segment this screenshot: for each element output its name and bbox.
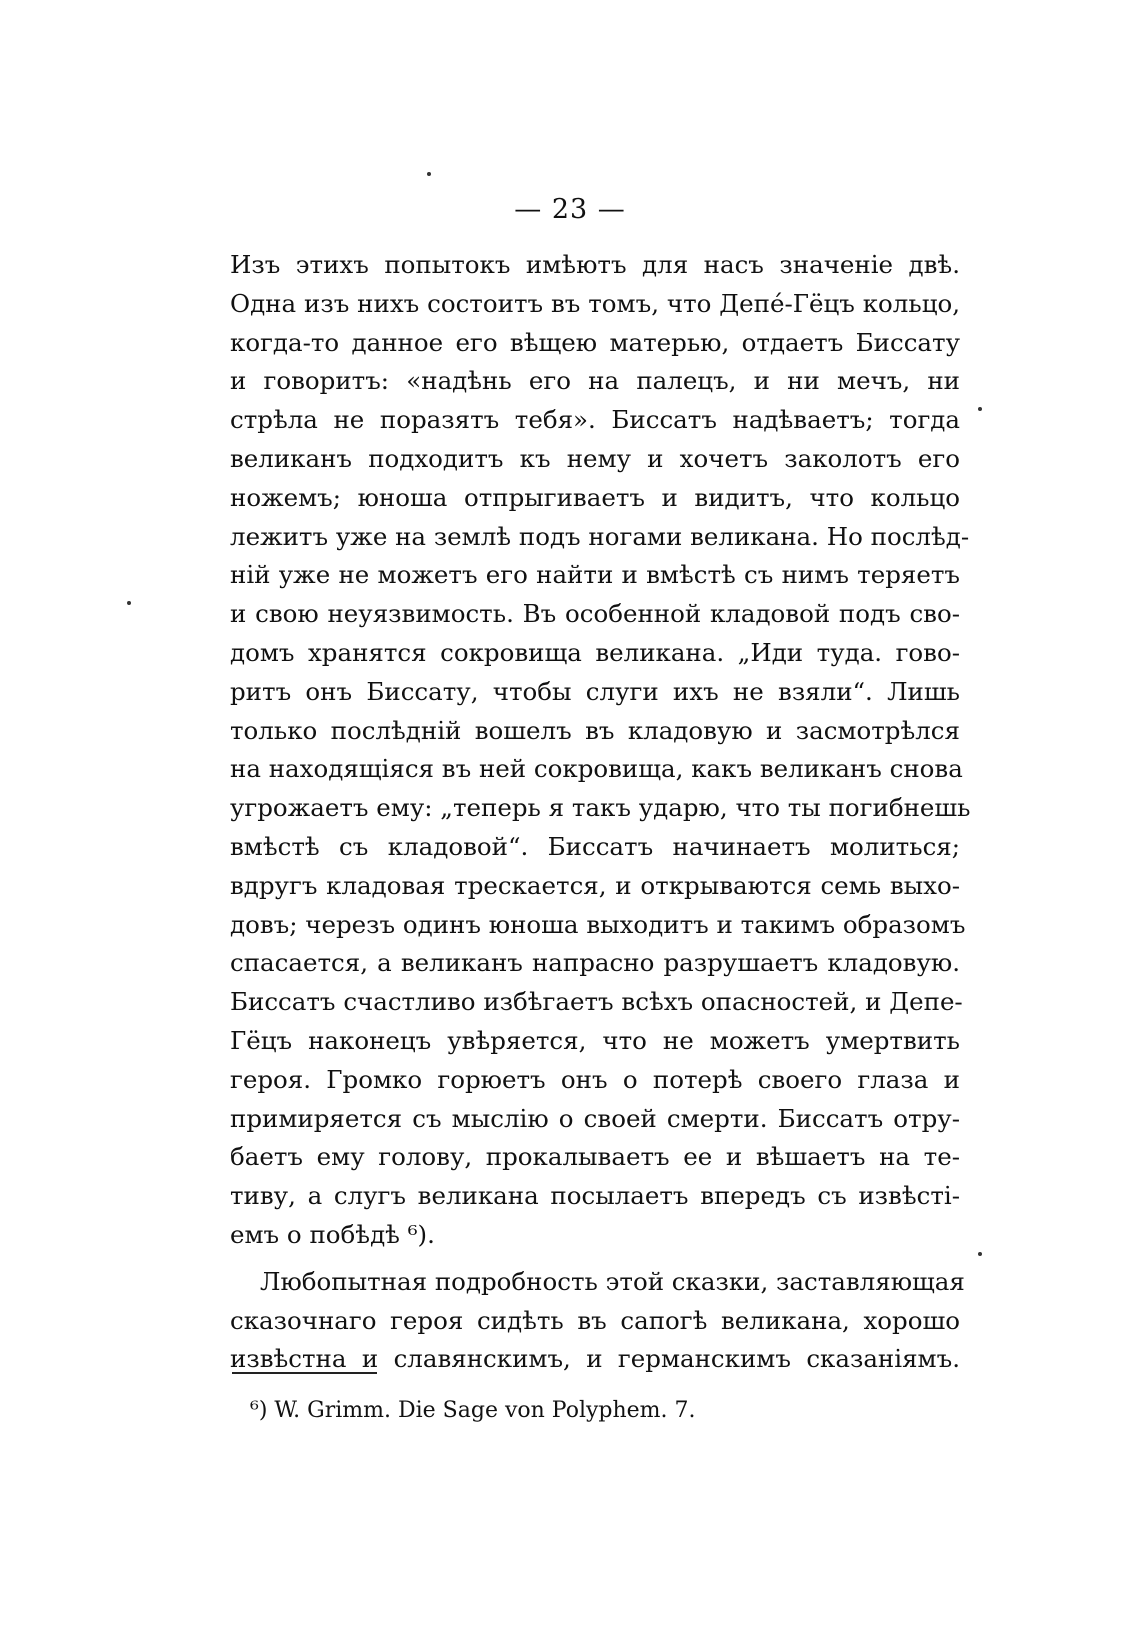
text-line: Любопытная подробность этой сказки, заставляющая: [260, 1266, 965, 1296]
text-line: ній уже не можетъ его найти и вмѣстѣ съ нимъ теряетъ: [230, 560, 960, 590]
page-number: — 23 —: [514, 194, 626, 225]
text-line: вмѣстѣ съ кладовой“. Биссатъ начинаетъ молиться;: [230, 831, 960, 861]
text-line: героя. Громко горюетъ онъ о потерѣ своего глаза и: [230, 1064, 960, 1094]
body-text: [230, 246, 971, 1379]
text-line: стрѣла не поразятъ тебя». Биссатъ надѣваетъ; тогда: [230, 405, 960, 435]
text-line: спасается, а великанъ напрасно разрушаетъ кладовую.: [230, 948, 960, 978]
text-line: баетъ ему голову, прокалываетъ ее и вѣшаетъ на те-: [230, 1142, 960, 1172]
text-line: Одна изъ нихъ состоитъ въ томъ, что Депé-Гёцъ кольцо,: [230, 288, 960, 318]
scan-speck: [127, 601, 131, 605]
text-line: примиряется съ мыслію о своей смерти. Биссатъ отру-: [230, 1103, 960, 1133]
footnote: ⁶) W. Grimm. Die Sage von Polyphem. 7.: [250, 1398, 696, 1423]
text-line: великанъ подходитъ къ нему и хочетъ заколотъ его: [230, 443, 960, 473]
text-line: сказочнаго героя сидѣть въ сапогѣ великана, хорошо: [230, 1305, 960, 1335]
text-line: и свою неуязвимость. Въ особенной кладовой подъ сво-: [230, 599, 960, 629]
footnote-divider: [232, 1372, 377, 1374]
text-line: довъ; черезъ одинъ юноша выходитъ и такимъ образомъ: [230, 909, 966, 939]
text-line: домъ хранятся сокровища великана. „Иди туда. гово-: [230, 637, 960, 667]
text-line: вдругъ кладовая трескается, и открываются семь выхо-: [230, 870, 960, 900]
text-line: и говоритъ: «надѣнь его на палецъ, и ни мечъ, ни: [230, 366, 960, 396]
text-line: угрожаетъ ему: „теперь я такъ ударю, что ты погибнешь: [230, 793, 971, 823]
text-line: Гёцъ наконецъ увѣряется, что не можетъ умертвить: [230, 1025, 960, 1055]
text-line: извѣстна и славянскимъ, и германскимъ сказаніямъ.: [230, 1344, 960, 1374]
text-line: на находящіяся въ ней сокровища, какъ великанъ снова: [230, 754, 963, 784]
text-line: только послѣдній вошелъ въ кладовую и засмотрѣлся: [230, 715, 960, 745]
scan-speck: [978, 1252, 982, 1256]
text-line: ритъ онъ Биссату, чтобы слуги ихъ не взяли“. Лишь: [230, 676, 960, 706]
paragraph-gap: [230, 1255, 960, 1263]
text-line: тиву, а слугъ великана посылаетъ впередъ съ извѣсті-: [230, 1181, 960, 1211]
text-line: ножемъ; юноша отпрыгиваетъ и видитъ, что кольцо: [230, 482, 960, 512]
scan-speck: [427, 172, 431, 176]
text-line: когда-то данное его вѣщею матерью, отдаетъ Биссату: [230, 327, 960, 357]
text-line: Изъ этихъ попытокъ имѣютъ для насъ значеніе двѣ.: [230, 250, 960, 279]
paragraph-2: [230, 1263, 965, 1379]
text-line: Биссатъ счастливо избѣгаетъ всѣхъ опасностей, и Депе-: [230, 987, 963, 1017]
scan-speck: [978, 407, 982, 411]
text-line: лежитъ уже на землѣ подъ ногами великана. Но послѣд-: [230, 521, 970, 551]
text-line: емъ о побѣдѣ ⁶).: [230, 1219, 435, 1249]
paragraph-1: [230, 246, 971, 1255]
